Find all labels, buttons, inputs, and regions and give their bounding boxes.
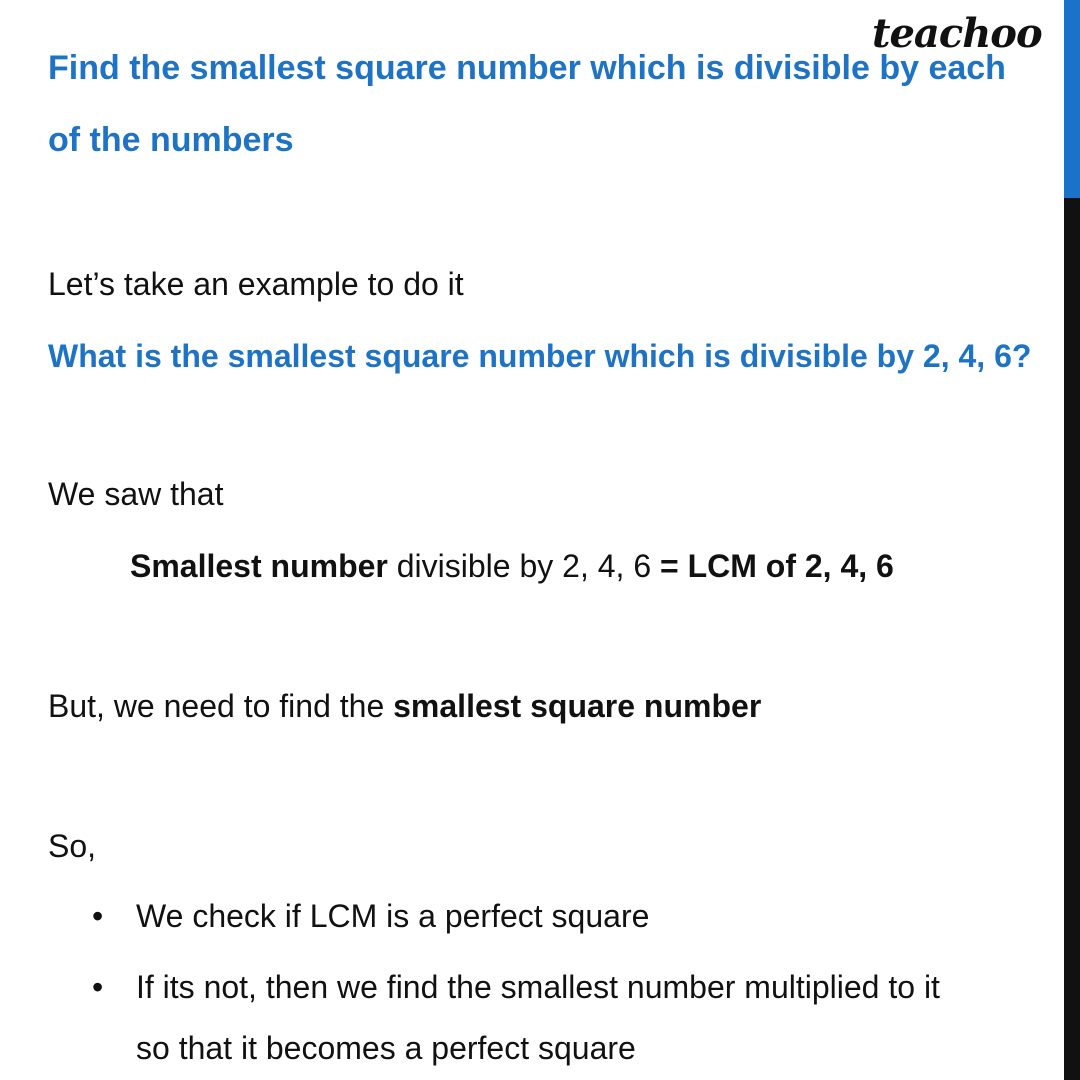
but-line-bold: smallest square number — [393, 688, 762, 724]
equation-bold-end: = LCM of 2, 4, 6 — [660, 548, 894, 584]
right-edge-accent — [1064, 0, 1080, 198]
so-text: So, — [48, 828, 97, 864]
we-saw-text: We saw that — [48, 476, 224, 512]
bullet-item-1: We check if LCM is a perfect square — [136, 898, 650, 934]
but-line-plain: But, we need to find the — [48, 688, 394, 724]
but-line — [48, 684, 761, 728]
equation-middle: divisible by 2, 4, 6 — [387, 548, 660, 584]
bullet-item-2-line-2: so that it becomes a perfect square — [136, 1030, 636, 1066]
equation-bold-start: Smallest number — [130, 548, 388, 584]
bullet-item-2-line-1: If its not, then we find the smallest number multiplied to it — [136, 969, 940, 1005]
slide-title: Find the smallest square number which is divisible by each of the numbers — [48, 49, 1006, 159]
question-text: What is the smallest square number which is divisible by 2, 4, 6? — [48, 338, 1032, 374]
bullet-marker: • — [92, 969, 104, 1005]
teachoo-logo: teachoo — [872, 10, 1042, 57]
equation-line — [130, 544, 894, 588]
intro-text: Let’s take an example to do it — [48, 266, 464, 302]
bullet-marker: • — [92, 898, 104, 934]
